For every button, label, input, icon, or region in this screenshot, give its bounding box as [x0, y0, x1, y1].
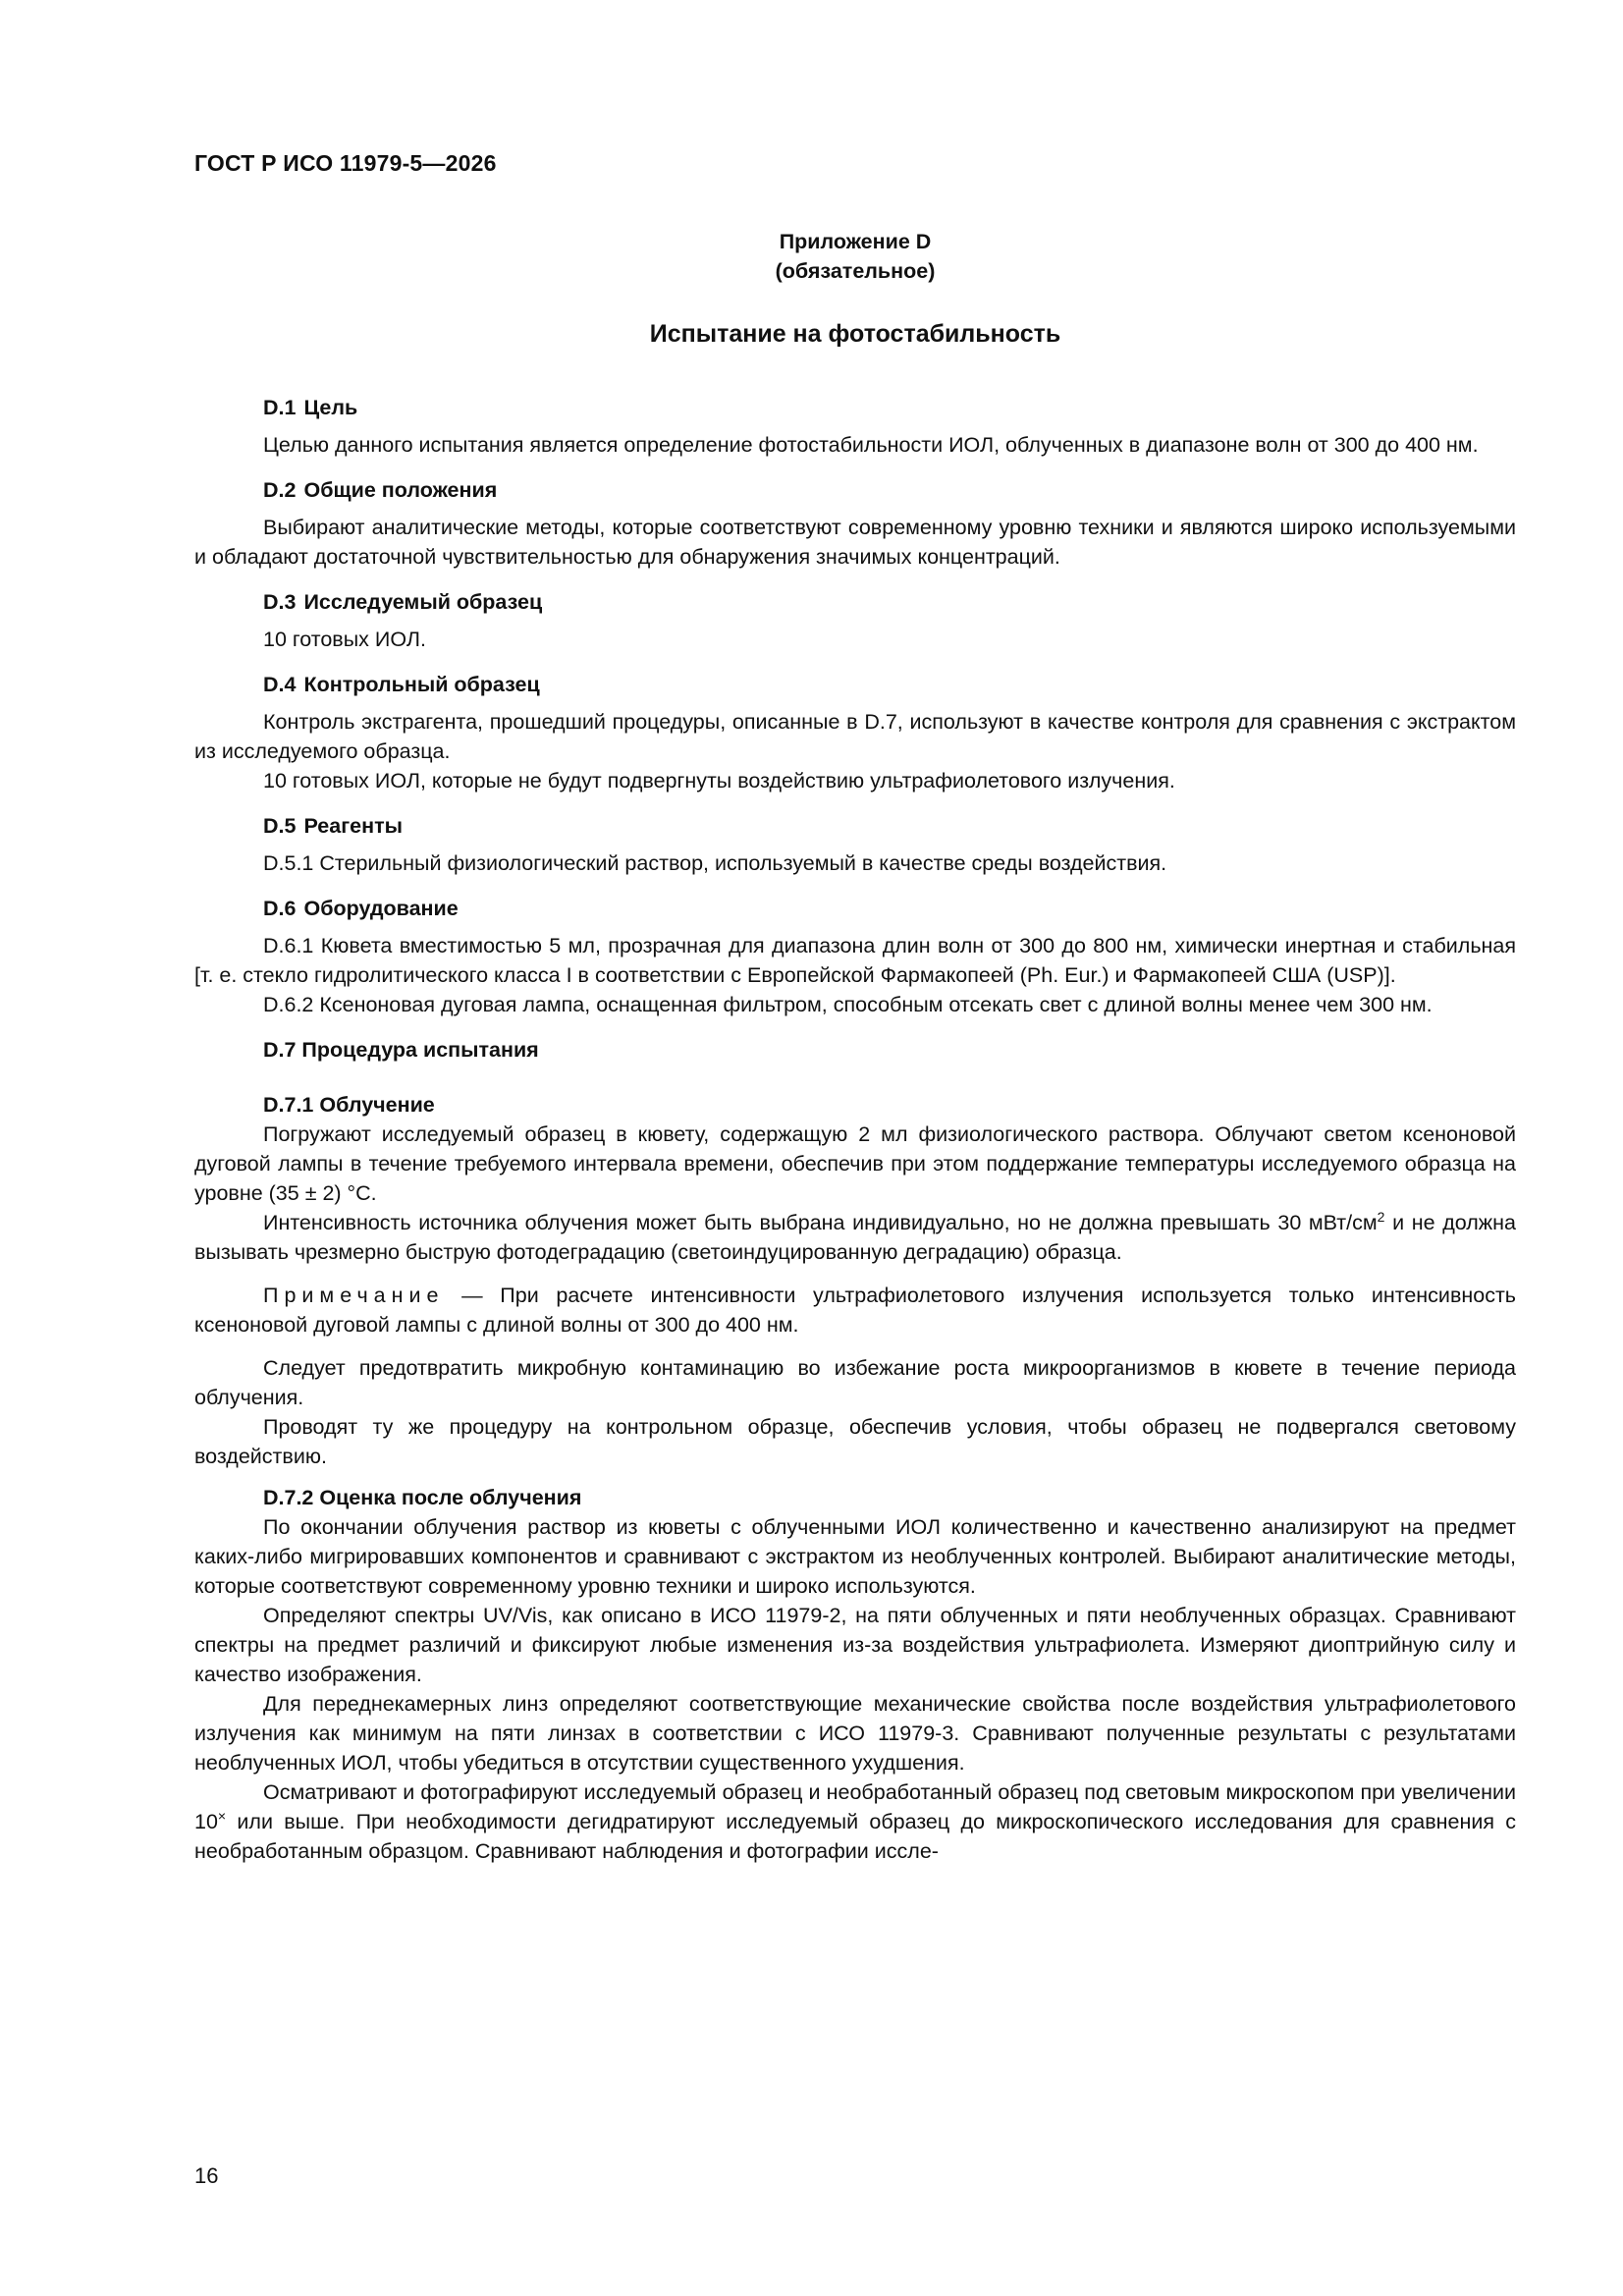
paragraph: Определяют спектры UV/Vis, как описано в ИСО 11979-2, на пяти облученных и пяти необлученных образцах. Сравнивают спектры на предмет различий и фиксируют любые изменения из-за воздействия ультрафиолета. Измеряют диоптрийную силу и качество изображения.: [194, 1604, 1516, 1686]
section-heading-d6: [194, 894, 1516, 923]
note-text: При расчете интенсивности ультрафиолетового излучения используется только интенсивность ксеноновой дуговой лампы с длиной волны от 300 до 400 нм.: [194, 1284, 1516, 1337]
section-heading-d3: [194, 587, 1516, 617]
paragraph: Для переднекамерных линз определяют соответствующие механические свойства после воздействия ультрафиолетового излучения как минимум на пяти линзах в соответствии с ИСО 11979-3. Сравнивают полученные результаты с результатами необлученных ИОЛ, чтобы убедиться в отсутствии существенного ухудшения.: [194, 1692, 1516, 1775]
section-heading-d2: [194, 475, 1516, 505]
annex-label: Приложение D: [779, 230, 932, 253]
paragraph: Следует предотвратить микробную контаминацию во избежание роста микроорганизмов в кювете в течение периода облучения.: [194, 1356, 1516, 1409]
paragraph: Проводят ту же процедуру на контрольном образце, обеспечив условия, чтобы образец не подвергался световому воздействию.: [194, 1415, 1516, 1468]
section-title: Контрольный образец: [303, 673, 540, 696]
paragraph: D.5.1 Стерильный физиологический раствор, используемый в качестве среды воздействия.: [263, 851, 1167, 875]
section-number: D.4: [263, 673, 297, 696]
paragraph: [194, 1208, 1516, 1267]
section-title: Оборудование: [303, 897, 459, 920]
section-number: D.2: [263, 478, 297, 502]
section-number: D.3: [263, 590, 297, 614]
paragraph: D.6.1 Кювета вместимостью 5 мл, прозрачная для диапазона длин волн от 300 до 800 нм, химически инертная и стабильная [т. е. стекло гидролитического класса I в соответствии с Европейской Фармакопеей (Ph. Eur.) и Фармакопеей США (USP)].: [194, 934, 1516, 987]
subsection-heading-d72: D.7.2 Оценка после облучения: [263, 1486, 582, 1509]
superscript: ×: [217, 1808, 227, 1824]
paragraph: Выбирают аналитические методы, которые соответствуют современному уровню техники и являются широко используемыми и обладают достаточной чувствительностью для обнаружения значимых концентраций.: [194, 516, 1516, 569]
paragraph: D.6.2 Ксеноновая дуговая лампа, оснащенная фильтром, способным отсекать свет с длиной волны менее чем 300 нм.: [263, 993, 1433, 1016]
subsection-heading-d71: D.7.1 Облучение: [263, 1093, 435, 1117]
page-number: 16: [194, 2163, 219, 2188]
paragraph: Погружают исследуемый образец в кювету, содержащую 2 мл физиологического раствора. Облучают светом ксеноновой дуговой лампы в течение требуемого интервала времени, обеспечив при этом поддержание температуры исследуемого образца на уровне (35 ± 2) °С.: [194, 1122, 1516, 1205]
paragraph: 10 готовых ИОЛ, которые не будут подвергнуты воздействию ультрафиолетового излучения.: [263, 769, 1175, 793]
section-title: Исследуемый образец: [303, 590, 543, 614]
note-label: Примечание: [263, 1284, 445, 1307]
note-dash: —: [444, 1284, 501, 1307]
paragraph-text: Осматривают и фотографируют исследуемый образец и необработанный образец под световым микроскопом при увеличении 10: [194, 1780, 1516, 1833]
paragraph: Контроль экстрагента, прошедший процедуры, описанные в D.7, используют в качестве контроля для сравнения с экстрактом из исследуемого образца.: [194, 710, 1516, 763]
section-heading-d4: [194, 670, 1516, 699]
section-title: Общие положения: [303, 478, 498, 502]
paragraph: Целью данного испытания является определение фотостабильности ИОЛ, облученных в диапазоне волн от 300 до 400 нм.: [263, 433, 1479, 457]
document-body: [194, 393, 1516, 1866]
annex-status: (обязательное): [775, 259, 936, 283]
section-number: D.5: [263, 814, 297, 838]
paragraph-text: Интенсивность источника облучения может быть выбрана индивидуально, но не должна превышать 30 мВт/см: [263, 1211, 1378, 1234]
section-heading-d7: D.7 Процедура испытания: [263, 1038, 539, 1062]
paragraph-text: и не должна вызывать чрезмерно быструю фотодеградацию (светоиндуцированную деградацию) образца.: [194, 1211, 1516, 1264]
section-title: Реагенты: [303, 814, 403, 838]
annex-title: Испытание на фотостабильность: [649, 320, 1061, 348]
section-title: Цель: [303, 396, 358, 419]
paragraph: 10 готовых ИОЛ.: [263, 628, 426, 651]
section-heading-d1: [194, 393, 1516, 422]
paragraph: По окончании облучения раствор из кюветы с облученными ИОЛ количественно и качественно анализируют на предмет каких-либо мигрировавших компонентов и сравнивают с экстрактом из необлученных контролей. Выбирают аналитические методы, которые соответствуют современному уровню техники и широко используются.: [194, 1515, 1516, 1598]
section-heading-d5: [194, 811, 1516, 841]
section-number: D.6: [263, 897, 297, 920]
document-code-header: ГОСТ Р ИСО 11979-5—2026: [194, 150, 497, 176]
section-number: D.1: [263, 396, 297, 419]
paragraph: [194, 1777, 1516, 1866]
paragraph-text: или выше. При необходимости дегидратируют исследуемый образец до микроскопического исследования для сравнения с необработанным образцом. Сравнивают наблюдения и фотографии иссле-: [194, 1810, 1516, 1863]
superscript: 2: [1377, 1209, 1385, 1225]
note-paragraph: [194, 1281, 1516, 1339]
